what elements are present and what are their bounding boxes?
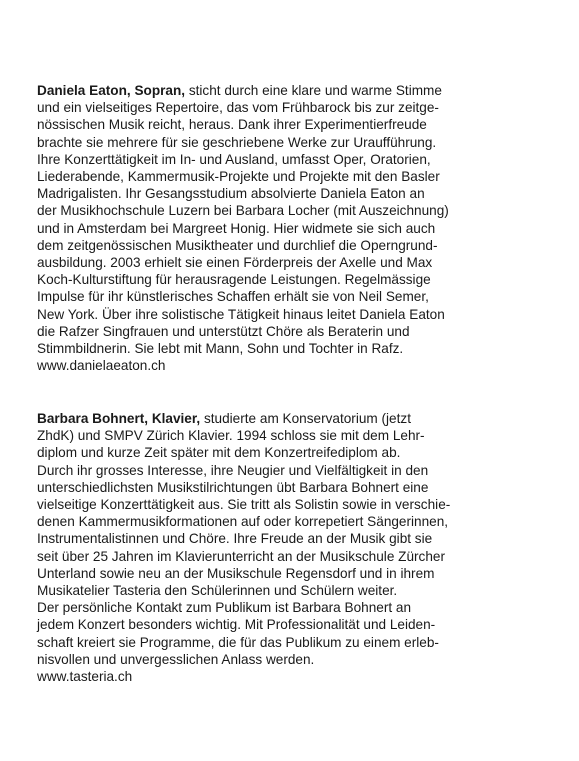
bio-text-line: diplom und kurze Zeit später mit dem Konzertreifediplom ab. xyxy=(37,445,401,461)
bio-text-line: Koch-Kulturstiftung für herausragende Leistungen. Regelmässige xyxy=(37,272,431,288)
bio-text-line: New York. Über ihre solistische Tätigkeit hinaus leitet Daniela Eaton xyxy=(37,306,445,322)
bio-text-line: schaft kreiert sie Programme, die für das Publikum zu einem erleb- xyxy=(37,634,439,650)
bio-daniela-eaton xyxy=(37,82,557,374)
bio-text-line: und in Amsterdam bei Margreet Honig. Hier widmete sie sich auch xyxy=(37,220,436,236)
bio-text-line: der Musikhochschule Luzern bei Barbara Locher (mit Auszeichnung) xyxy=(37,203,449,219)
bio-text-line: nisvollen und unvergesslichen Anlass werden. xyxy=(37,651,315,667)
performer-name: Barbara Bohnert, Klavier, xyxy=(37,411,201,426)
bio-first-line xyxy=(37,410,557,427)
website-url: www.danielaeaton.ch xyxy=(37,358,166,374)
bio-text-line: ZhdK) und SMPV Zürich Klavier. 1994 schloss sie mit dem Lehr- xyxy=(37,428,425,444)
bio-text-line: seit über 25 Jahren im Klavierunterricht an der Musikschule Zürcher xyxy=(37,548,445,564)
bio-text-line: Madrigalisten. Ihr Gesangsstudium absolvierte Daniela Eaton an xyxy=(37,186,425,202)
bio-first-line xyxy=(37,82,557,99)
bio-text-line: Stimmbildnerin. Sie lebt mit Mann, Sohn und Tochter in Rafz. xyxy=(37,341,404,357)
bio-text-line: studierte am Konservatorium (jetzt xyxy=(200,411,411,426)
bio-text-line: Unterland sowie neu an der Musikschule Regensdorf und in ihrem xyxy=(37,565,435,581)
bio-text-line: Impulse für ihr künstlerisches Schaffen erhält sie von Neil Semer, xyxy=(37,289,429,305)
bio-text-line: denen Kammermusikformationen auf oder korrepetiert Sängerinnen, xyxy=(37,514,449,530)
bio-text-line: und ein vielseitiges Repertoire, das vom Frühbarock bis zur zeitge- xyxy=(37,100,439,116)
bio-text-line: ausbildung. 2003 erhielt sie einen Förderpreis der Axelle und Max xyxy=(37,255,433,271)
bio-text-line: Der persönliche Kontakt zum Publikum ist Barbara Bohnert an xyxy=(37,600,412,616)
bio-text-line: Ihre Konzerttätigkeit im In- und Ausland, umfasst Oper, Oratorien, xyxy=(37,151,431,167)
bio-barbara-bohnert xyxy=(37,410,557,685)
bio-text-line: Instrumentalistinnen und Chöre. Ihre Freude an der Musik gibt sie xyxy=(37,531,433,547)
website-url: www.tasteria.ch xyxy=(37,669,133,685)
bio-text-line: Musikatelier Tasteria den Schülerinnen und Schülern weiter. xyxy=(37,583,398,599)
performer-name: Daniela Eaton, Sopran, xyxy=(37,83,186,98)
bio-text-line: dem zeitgenössischen Musiktheater und durchlief die Operngrund- xyxy=(37,237,438,253)
bio-text-line: Durch ihr grosses Interesse, ihre Neugier und Vielfältigkeit in den xyxy=(37,462,429,478)
bio-text-line: vielseitige Konzerttätigkeit aus. Sie tritt als Solistin sowie in verschie- xyxy=(37,497,451,513)
bio-text-line: sticht durch eine klare und warme Stimme xyxy=(185,83,442,98)
bio-text-line: die Rafzer Singfrauen und unterstützt Chöre als Beraterin und xyxy=(37,323,410,339)
bio-text-line: nössischen Musik reicht, heraus. Dank ihrer Experimentierfreude xyxy=(37,117,427,133)
bio-text-line: unterschiedlichsten Musikstilrichtungen übt Barbara Bohnert eine xyxy=(37,479,429,495)
bio-text-line: Liederabende, Kammermusik-Projekte und Projekte mit den Basler xyxy=(37,169,440,185)
bio-text-line: jedem Konzert besonders wichtig. Mit Professionalität und Leiden- xyxy=(37,617,436,633)
bio-text-line: brachte sie mehrere für sie geschriebene Werke zur Uraufführung. xyxy=(37,134,437,150)
